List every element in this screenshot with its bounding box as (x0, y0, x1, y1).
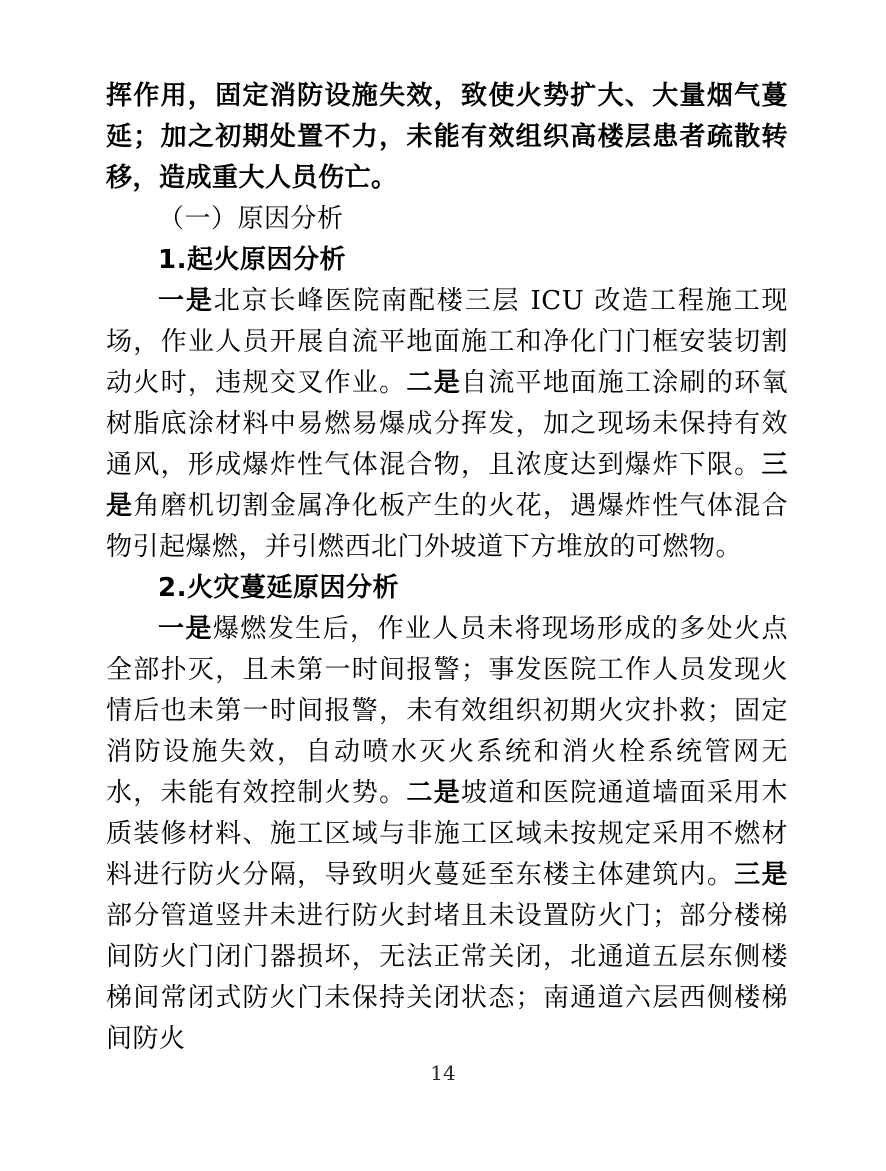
emphasis-marker: 一是 (158, 614, 213, 644)
emphasis-marker: 一是 (158, 286, 214, 316)
paragraph-fire-cause (106, 281, 788, 568)
paragraph-fire-spread (106, 609, 788, 1060)
page-number: 14 (430, 1061, 456, 1085)
body-text-segment: 爆燃发生后，作业人员未将现场形成的多处火点全部扑灭，且未第一时间报警；事发医院工作人员发现火情后也未第一时间报警，未有效组织初期火灾扑救；固定消防设施失效，自动喷水灭火系统和消火栓系统管网无水，未能有效控制火势。 (106, 614, 788, 808)
sub-heading-fire-cause-analysis: 1.起火原因分析 (158, 245, 346, 275)
emphasis-marker: 挥作用，固定消防设施失效，致使火势扩大、大量烟气蔓延；加之初期处置不力，未能有效组织高楼层患者疏散转移，造成重大人员伤亡。 (106, 81, 788, 193)
body-text-segment: 部分管道竖井未进行防火封堵且未设置防火门；部分楼梯间防火门闭门器损坏，无法正常关闭，北通道五层东侧楼梯间常闭式防火门未保持关闭状态；南通道六层西侧楼梯间防火 (106, 901, 788, 1054)
emphasis-marker: 三是 (734, 860, 788, 890)
emphasis-marker: 二是 (406, 368, 462, 398)
emphasis-marker: 二是 (406, 778, 462, 808)
emphasis-marker: 三是 (106, 450, 788, 521)
sub-heading-fire-spread-analysis: 2.火灾蔓延原因分析 (158, 573, 399, 603)
body-text-segment: 角磨机切割金属净化板产生的火花，遇爆炸性气体混合物引起爆燃，并引燃西北门外坡道下方堆放的可燃物。 (106, 491, 788, 562)
body-text-segment: 坡道和医院通道墙面采用木质装修材料、施工区域与非施工区域未按规定采用不燃材料进行防火分隔，导致明火蔓延至东楼主体建筑内。 (106, 778, 788, 890)
paragraph-continuation (106, 76, 788, 199)
body-text-segment: 北京长峰医院南配楼三层 ICU 改造工程施工现场，作业人员开展自流平地面施工和净化门门框安装切割动火时，违规交叉作业。 (106, 286, 788, 398)
body-text-segment: 自流平地面施工涂刷的环氧树脂底涂材料中易燃易爆成分挥发，加之现场未保持有效通风，形成爆炸性气体混合物，且浓度达到爆炸下限。 (106, 368, 788, 480)
section-heading-cause-analysis: （一）原因分析 (158, 204, 344, 234)
